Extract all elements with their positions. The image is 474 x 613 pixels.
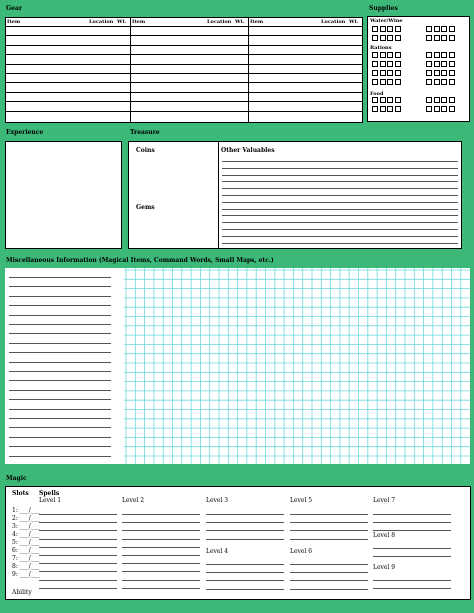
misc-note-line[interactable] (9, 437, 111, 438)
gear-row[interactable] (6, 74, 130, 83)
supply-checkbox[interactable] (380, 52, 386, 58)
supply-checkbox[interactable] (434, 52, 440, 58)
gear-row[interactable] (6, 55, 130, 64)
misc-note-line[interactable] (9, 352, 111, 353)
spell-line-level-4[interactable] (206, 564, 284, 565)
gear-col-weight-label: Wt. (349, 19, 359, 25)
supply-checkbox[interactable] (372, 106, 378, 112)
misc-note-line[interactable] (9, 446, 111, 447)
level-3-label: Level 3 (206, 497, 229, 504)
valuables-line[interactable] (222, 195, 458, 196)
misc-note-line[interactable] (9, 427, 111, 428)
slot-row-6[interactable] (12, 548, 40, 554)
supply-checkbox[interactable] (380, 106, 386, 112)
slot-row-2[interactable] (12, 516, 40, 522)
supply-checkbox[interactable] (380, 70, 386, 76)
gear-row[interactable] (131, 27, 248, 36)
supply-checkbox[interactable] (449, 52, 455, 58)
magic-header: Magic (6, 475, 27, 482)
misc-note-line[interactable] (9, 409, 111, 410)
gear-row[interactable] (249, 36, 362, 45)
gems-label: Gems (136, 204, 155, 211)
spell-line-level-2[interactable] (122, 580, 200, 581)
supply-checkbox[interactable] (387, 52, 393, 58)
supply-checkbox[interactable] (426, 52, 432, 58)
spell-line-level-1[interactable] (39, 580, 117, 581)
spell-line-level-5[interactable] (290, 522, 368, 523)
spell-line-level-2[interactable] (122, 514, 200, 515)
spell-line-level-2[interactable] (122, 530, 200, 531)
food-checkboxes[interactable] (372, 97, 401, 112)
slot-number: 5: (12, 539, 18, 546)
supply-checkbox[interactable] (441, 97, 447, 103)
supply-checkbox[interactable] (387, 61, 393, 67)
valuables-line[interactable] (222, 161, 458, 162)
gear-table (5, 17, 363, 123)
experience-header: Experience (6, 129, 44, 136)
valuables-line[interactable] (222, 215, 458, 216)
gear-row[interactable] (249, 27, 362, 36)
supply-checkbox[interactable] (372, 97, 378, 103)
slot-blank: ___/___ (19, 523, 40, 530)
supply-checkbox[interactable] (441, 26, 447, 32)
level-7-label: Level 7 (373, 497, 396, 504)
slot-blank: ___/___ (19, 507, 40, 514)
supply-checkbox[interactable] (434, 26, 440, 32)
water-wine-checkboxes-extra[interactable] (426, 26, 455, 41)
supply-checkbox[interactable] (449, 97, 455, 103)
gear-row[interactable] (6, 93, 130, 102)
spell-line-level-7[interactable] (373, 530, 451, 531)
misc-note-line[interactable] (9, 418, 111, 419)
slot-blank: ___/___ (19, 539, 40, 546)
slot-number: 6: (12, 547, 18, 554)
spell-line-level-3[interactable] (206, 530, 284, 531)
valuables-line[interactable] (222, 222, 458, 223)
supply-checkbox[interactable] (395, 97, 401, 103)
supply-checkbox[interactable] (372, 79, 378, 85)
gear-row[interactable] (6, 36, 130, 45)
supply-checkbox[interactable] (395, 106, 401, 112)
supply-checkbox[interactable] (426, 97, 432, 103)
misc-note-line[interactable] (9, 399, 111, 400)
slot-blank: ___/___ (19, 515, 40, 522)
spell-line-level-5[interactable] (290, 539, 368, 540)
spell-line-level-8[interactable] (373, 556, 451, 557)
other-valuables-label: Other Valuables (221, 147, 275, 154)
gear-row[interactable] (131, 36, 248, 45)
supply-checkbox[interactable] (449, 35, 455, 41)
supply-checkbox[interactable] (434, 70, 440, 76)
valuables-line[interactable] (222, 188, 458, 189)
level-2-label: Level 2 (122, 497, 145, 504)
supply-checkbox[interactable] (372, 61, 378, 67)
level-4-label: Level 4 (206, 548, 229, 555)
slot-row-5[interactable] (12, 540, 40, 546)
treasure-divider (218, 142, 219, 248)
supply-checkbox[interactable] (372, 35, 378, 41)
gear-col-weight-label: Wt. (235, 19, 245, 25)
gear-col-item-label: Item (250, 19, 264, 25)
spell-line-level-4[interactable] (206, 580, 284, 581)
gear-row[interactable] (249, 65, 362, 74)
supply-checkbox[interactable] (426, 106, 432, 112)
supplies-header: Supplies (369, 5, 398, 12)
misc-note-line[interactable] (9, 362, 111, 363)
spell-line-level-6[interactable] (290, 580, 368, 581)
slot-number: 7: (12, 555, 18, 562)
gear-row[interactable] (131, 112, 248, 121)
supply-checkbox[interactable] (380, 61, 386, 67)
spell-line-level-5[interactable] (290, 514, 368, 515)
gear-row[interactable] (131, 74, 248, 83)
spell-line-level-2[interactable] (122, 547, 200, 548)
spell-line-level-6[interactable] (290, 589, 368, 590)
supply-checkbox[interactable] (441, 61, 447, 67)
gear-row[interactable] (6, 27, 130, 36)
supply-checkbox[interactable] (426, 70, 432, 76)
spell-line-level-3[interactable] (206, 522, 284, 523)
supply-checkbox[interactable] (441, 70, 447, 76)
slot-blank: ___/___ (19, 531, 40, 538)
spell-line-level-1[interactable] (39, 514, 117, 515)
spell-line-level-2[interactable] (122, 563, 200, 564)
experience-box[interactable] (5, 141, 122, 249)
supply-checkbox[interactable] (387, 106, 393, 112)
gear-row[interactable] (6, 65, 130, 74)
supply-checkbox[interactable] (441, 79, 447, 85)
misc-note-line[interactable] (9, 286, 111, 287)
supply-checkbox[interactable] (380, 26, 386, 32)
supplies-box (367, 16, 470, 122)
valuables-line[interactable] (222, 209, 458, 210)
gear-row[interactable] (6, 46, 130, 55)
supply-checkbox[interactable] (387, 79, 393, 85)
gear-column-3 (249, 18, 362, 122)
spell-line-level-2[interactable] (122, 571, 200, 572)
level-6-label: Level 6 (290, 548, 313, 555)
supply-checkbox[interactable] (395, 61, 401, 67)
supply-checkbox[interactable] (434, 106, 440, 112)
gear-row[interactable] (249, 83, 362, 92)
valuables-line[interactable] (222, 243, 458, 244)
rations-label: Rations (370, 45, 392, 51)
spell-line-level-4[interactable] (206, 572, 284, 573)
rations-checkboxes[interactable] (372, 52, 401, 85)
slot-number: 4: (12, 531, 18, 538)
spell-line-level-1[interactable] (39, 563, 117, 564)
slots-label: Slots (12, 490, 29, 497)
supply-checkbox[interactable] (449, 106, 455, 112)
supply-checkbox[interactable] (372, 70, 378, 76)
slot-row-9[interactable] (12, 572, 40, 578)
level-9-label: Level 9 (373, 564, 396, 571)
spell-line-level-1[interactable] (39, 571, 117, 572)
gear-col-location-label: Location (321, 19, 346, 25)
supply-checkbox[interactable] (372, 26, 378, 32)
supply-checkbox[interactable] (380, 79, 386, 85)
gear-column-header (249, 18, 362, 27)
slot-number: 3: (12, 523, 18, 530)
gear-row[interactable] (249, 102, 362, 111)
misc-box (5, 268, 470, 464)
supply-checkbox[interactable] (441, 35, 447, 41)
gear-row[interactable] (131, 102, 248, 111)
supply-checkbox[interactable] (426, 26, 432, 32)
slot-number: 9: (12, 571, 18, 578)
misc-note-line[interactable] (9, 315, 111, 316)
supply-checkbox[interactable] (426, 35, 432, 41)
gear-row[interactable] (249, 112, 362, 121)
spell-line-level-1[interactable] (39, 530, 117, 531)
slot-blank: ___/___ (19, 555, 40, 562)
gear-row[interactable] (131, 55, 248, 64)
slot-blank: ___/___ (19, 547, 40, 554)
spell-line-level-5[interactable] (290, 530, 368, 531)
treasure-box (128, 141, 462, 249)
spell-line-level-2[interactable] (122, 588, 200, 589)
gear-row[interactable] (6, 112, 130, 121)
gear-column-1 (6, 18, 131, 122)
supply-checkbox[interactable] (387, 97, 393, 103)
gear-col-location-label: Location (207, 19, 232, 25)
water-wine-label: Water/Wine (370, 18, 403, 24)
gear-col-weight-label: Wt. (117, 19, 127, 25)
supply-checkbox[interactable] (449, 79, 455, 85)
gear-column-header (131, 18, 248, 27)
slot-number: 8: (12, 563, 18, 570)
coins-label: Coins (136, 147, 155, 154)
supply-checkbox[interactable] (441, 106, 447, 112)
misc-note-line[interactable] (9, 333, 111, 334)
slot-row-7[interactable] (12, 556, 40, 562)
misc-note-line[interactable] (9, 371, 111, 372)
valuables-line[interactable] (222, 202, 458, 203)
gear-row[interactable] (6, 83, 130, 92)
gear-row[interactable] (131, 46, 248, 55)
supply-checkbox[interactable] (395, 52, 401, 58)
supply-checkbox[interactable] (449, 61, 455, 67)
gear-row[interactable] (131, 93, 248, 102)
supply-checkbox[interactable] (434, 97, 440, 103)
food-checkboxes-extra[interactable] (426, 97, 455, 112)
slot-row-1[interactable] (12, 508, 40, 514)
supply-checkbox[interactable] (395, 26, 401, 32)
spell-line-level-2[interactable] (122, 522, 200, 523)
gear-row[interactable] (131, 65, 248, 74)
misc-note-line[interactable] (9, 296, 111, 297)
supply-checkbox[interactable] (426, 61, 432, 67)
valuables-line[interactable] (222, 236, 458, 237)
supply-checkbox[interactable] (380, 35, 386, 41)
valuables-line[interactable] (222, 229, 458, 230)
supply-checkbox[interactable] (434, 79, 440, 85)
magic-box (5, 486, 471, 600)
spell-line-level-7[interactable] (373, 514, 451, 515)
gear-row[interactable] (249, 74, 362, 83)
spell-line-level-2[interactable] (122, 555, 200, 556)
spell-line-level-1[interactable] (39, 522, 117, 523)
slot-row-8[interactable] (12, 564, 40, 570)
misc-note-line[interactable] (9, 277, 111, 278)
misc-header: Miscellaneous Information (Magical Items, Command Words, Small Maps, etc.) (6, 257, 274, 264)
ability-label: Ability (12, 589, 32, 596)
gear-header: Gear (6, 5, 22, 12)
gear-column-2 (131, 18, 249, 122)
gear-col-item-label: Item (7, 19, 21, 25)
gear-row[interactable] (249, 46, 362, 55)
water-wine-checkboxes[interactable] (372, 26, 401, 41)
slot-row-4[interactable] (12, 532, 40, 538)
misc-note-line[interactable] (9, 305, 111, 306)
supply-checkbox[interactable] (395, 70, 401, 76)
supply-checkbox[interactable] (372, 52, 378, 58)
food-label: Food (370, 91, 384, 97)
spell-line-level-9[interactable] (373, 588, 451, 589)
valuables-line[interactable] (222, 168, 458, 169)
gear-row[interactable] (249, 93, 362, 102)
supply-checkbox[interactable] (434, 61, 440, 67)
level-5-label: Level 5 (290, 497, 313, 504)
supply-checkbox[interactable] (441, 52, 447, 58)
spell-line-level-8[interactable] (373, 548, 451, 549)
gear-col-location-label: Location (89, 19, 114, 25)
supply-checkbox[interactable] (387, 70, 393, 76)
valuables-line[interactable] (222, 181, 458, 182)
misc-note-line[interactable] (9, 390, 111, 391)
misc-note-line[interactable] (9, 380, 111, 381)
supply-checkbox[interactable] (380, 97, 386, 103)
spell-line-level-6[interactable] (290, 572, 368, 573)
gear-column-header (6, 18, 130, 27)
spell-line-level-3[interactable] (206, 539, 284, 540)
supply-checkbox[interactable] (434, 35, 440, 41)
gear-col-item-label: Item (132, 19, 146, 25)
rations-checkboxes-extra[interactable] (426, 52, 455, 85)
slot-number: 2: (12, 515, 18, 522)
gear-row[interactable] (131, 83, 248, 92)
misc-note-line[interactable] (9, 456, 111, 457)
slot-blank: ___/___ (19, 571, 40, 578)
supply-checkbox[interactable] (449, 70, 455, 76)
spell-line-level-9[interactable] (373, 580, 451, 581)
gear-row[interactable] (249, 55, 362, 64)
map-grid[interactable] (124, 268, 470, 464)
spell-line-level-2[interactable] (122, 539, 200, 540)
supply-checkbox[interactable] (426, 79, 432, 85)
misc-note-line[interactable] (9, 324, 111, 325)
valuables-line[interactable] (222, 175, 458, 176)
spell-line-level-1[interactable] (39, 588, 117, 589)
spell-line-level-4[interactable] (206, 589, 284, 590)
misc-note-line[interactable] (9, 343, 111, 344)
spell-line-level-1[interactable] (39, 547, 117, 548)
gear-row[interactable] (6, 102, 130, 111)
slot-number: 1: (12, 507, 18, 514)
supply-checkbox[interactable] (387, 26, 393, 32)
level-1-label: Level 1 (39, 497, 62, 504)
supply-checkbox[interactable] (395, 79, 401, 85)
supply-checkbox[interactable] (449, 26, 455, 32)
spells-label: Spells (39, 490, 60, 497)
spell-line-level-6[interactable] (290, 564, 368, 565)
supply-checkbox[interactable] (395, 35, 401, 41)
spell-line-level-7[interactable] (373, 522, 451, 523)
level-8-label: Level 8 (373, 532, 396, 539)
slot-blank: ___/___ (19, 563, 40, 570)
spell-line-level-1[interactable] (39, 555, 117, 556)
treasure-header: Treasure (130, 129, 160, 136)
spell-line-level-3[interactable] (206, 514, 284, 515)
supply-checkbox[interactable] (387, 35, 393, 41)
spell-line-level-1[interactable] (39, 539, 117, 540)
slot-row-3[interactable] (12, 524, 40, 530)
